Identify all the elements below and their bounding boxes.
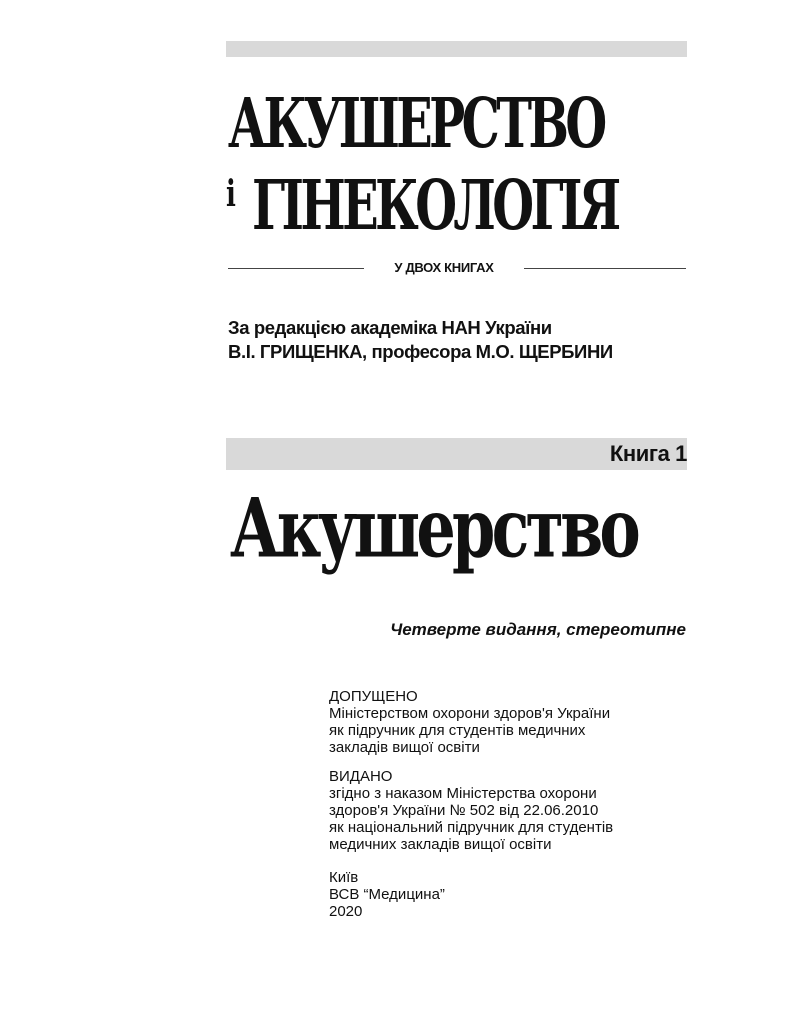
main-title-line2: ГІНЕКОЛОГІЯ — [252, 166, 618, 246]
editors-line1: За редакцією академіка НАН України — [228, 317, 552, 338]
approval-line-1: Міністерством охорони здоров'я України — [329, 705, 611, 722]
block-gap — [329, 853, 613, 869]
subtitle-rule-left — [228, 268, 364, 269]
approval-heading: ДОПУЩЕНО — [329, 688, 418, 705]
imprint-year: 2020 — [329, 903, 363, 920]
edition-note: Четверте видання, стереотипне — [390, 620, 686, 639]
issued-line-3: як національний підручник для студентів — [329, 819, 614, 836]
main-title-conjunction: і — [226, 173, 235, 216]
imprint-city: Київ — [329, 869, 359, 886]
block-gap — [329, 756, 613, 768]
issued-line-1: згідно з наказом Міністерства охорони — [329, 785, 597, 802]
imprint-publisher: ВСВ “Медицина” — [329, 886, 445, 903]
subtitle: У ДВОХ КНИГАХ — [394, 260, 494, 275]
book-title: Акушерство — [230, 480, 637, 577]
issued-line-2: здоров'я України № 502 від 22.06.2010 — [329, 802, 599, 819]
approval-line-2: як підручник для студентів медичних — [329, 722, 586, 739]
issued-line-4: медичних закладів вищої освіти — [329, 836, 552, 853]
main-title-line1: АКУШЕРСТВО — [228, 84, 604, 164]
issued-heading: ВИДАНО — [329, 768, 393, 785]
editors-line2: В.І. ГРИЩЕНКА, професора М.О. ЩЕРБИНИ — [228, 341, 613, 362]
approval-section — [329, 688, 613, 920]
subtitle-rule-right — [524, 268, 686, 269]
book-label: Книга 1 — [609, 441, 687, 466]
editors-block — [228, 316, 613, 364]
top-decorative-bar — [226, 41, 687, 57]
approval-line-3: закладів вищої освіти — [329, 739, 480, 756]
